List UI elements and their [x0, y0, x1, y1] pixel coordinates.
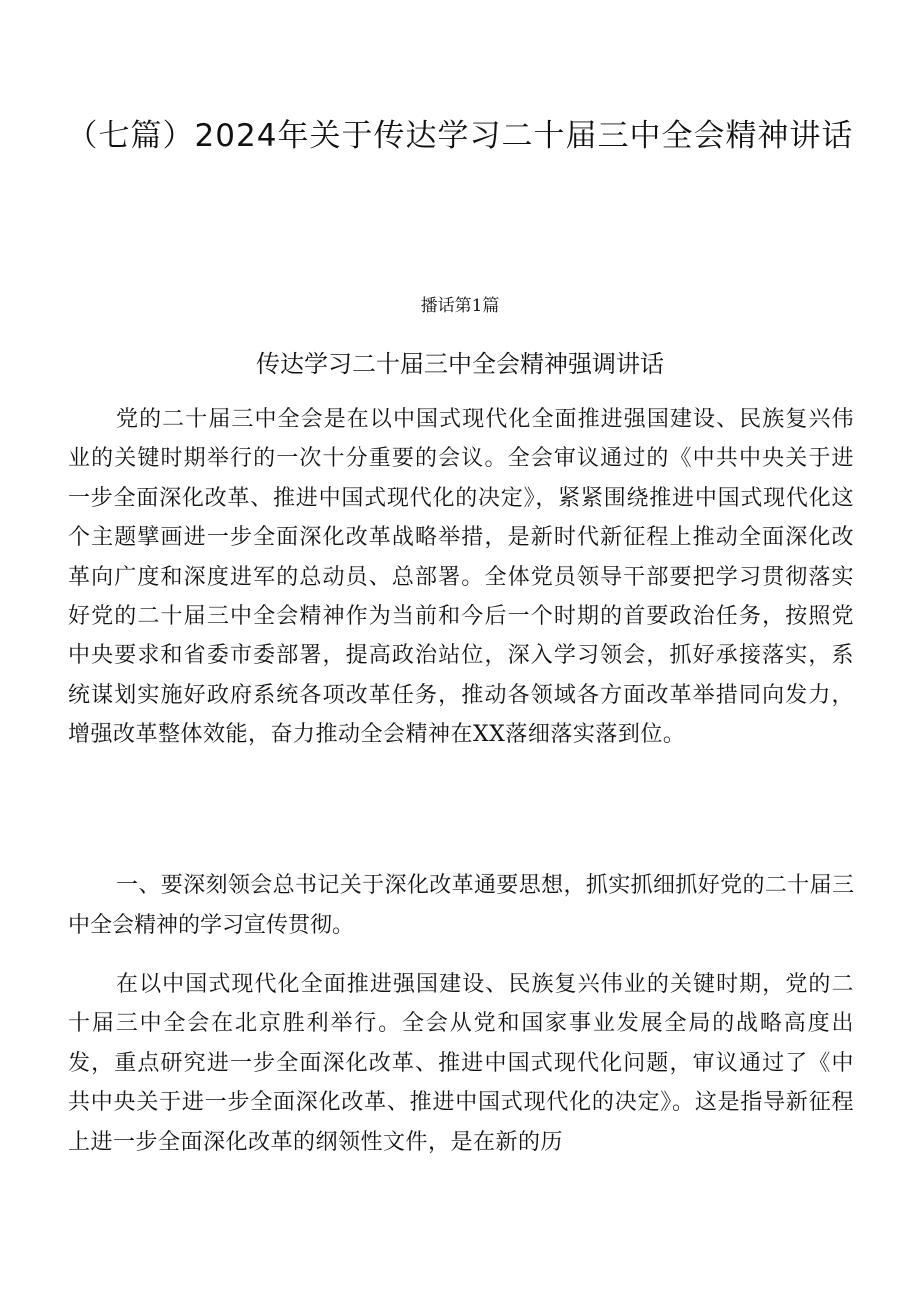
body-paragraph-2: 在以中国式现代化全面推进强国建设、民族复兴伟业的关键时期，党的二十届三中全会在北京胜利举行。全会从党和国家事业发展全局的战略高度出发，重点研究进一步全面深化改革、推进中国式现代化问题，审议通过了《中共中央关于进一步全面深化改革、推进中国式现代化的决定》。这是指导新征程上进一步全面深化改革的纲领性文件，是在新的历: [68, 972, 854, 1155]
document-title: （七篇）2024年关于传达学习二十届三中全会精神讲话: [66, 118, 854, 154]
section-label: 播话第1篇: [420, 296, 500, 316]
section-heading-1: 一、要深刻领会总书记关于深化改革通要思想，抓实抓细抓好党的二十届三中全会精神的学习宣传贯彻。: [68, 873, 854, 938]
speech-title: 传达学习二十届三中全会精神强调讲话: [256, 350, 664, 378]
body-paragraph-1: 党的二十届三中全会是在以中国式现代化全面推进强国建设、民族复兴伟业的关键时期举行的一次十分重要的会议。全会审议通过的《中共中央关于进一步全面深化改革、推进中国式现代化的决定》，紧紧围绕推进中国式现代化这个主题擘画进一步全面深化改革战略举措，是新时代新征程上推动全面深化改革向广度和深度进军的总动员、总部署。全体党员领导干部要把学习贯彻落实好党的二十届三中全会精神作为当前和今后一个时期的首要政治任务，按照党中央要求和省委市委部署，提高政治站位，深入学习领会，抓好承接落实，系统谋划实施好政府系统各项改革任务，推动各领域各方面改革举措同向发力，增强改革整体效能，奋力推动全会精神在XX落细落实落到位。: [68, 407, 854, 748]
